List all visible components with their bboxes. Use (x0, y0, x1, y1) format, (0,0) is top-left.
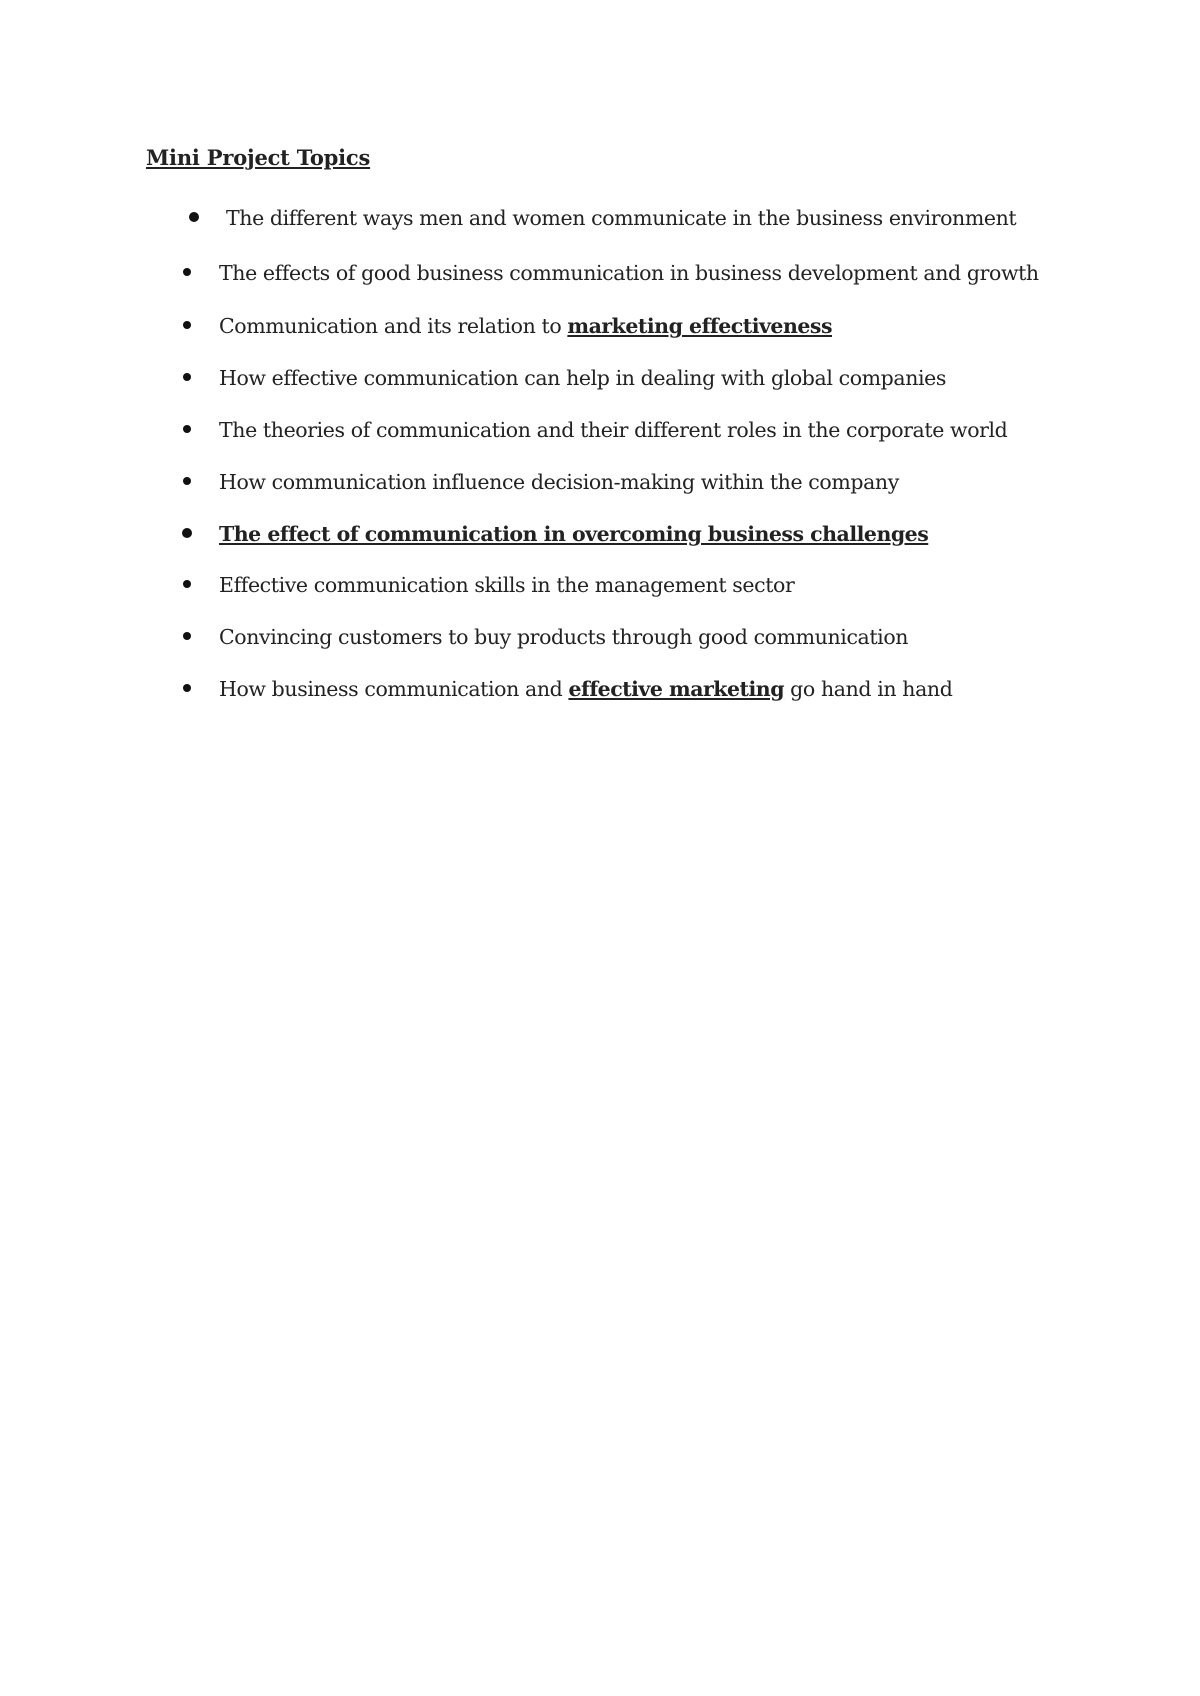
bullet-icon (182, 528, 192, 538)
topic-text-trailing: go hand in hand (784, 677, 953, 701)
topic-text-plain: How effective communication can help in dealing with global companies (219, 366, 947, 390)
topic-text (219, 415, 1007, 445)
topic-text-plain: Convincing customers to buy products through good communication (219, 625, 909, 649)
topic-text (219, 258, 1039, 288)
topic-text-plain: The different ways men and women communicate in the business environment (226, 206, 1017, 230)
topic-item (0, 622, 1100, 652)
topic-text (226, 203, 1016, 233)
topic-text (219, 622, 908, 652)
topic-text-emphasis: The effect of communication in overcoming business challenges (219, 522, 929, 546)
bullet-icon (183, 632, 191, 640)
topic-text (219, 363, 946, 393)
topic-text (219, 519, 928, 549)
topic-text-plain: How business communication and (219, 677, 569, 701)
topic-text (219, 674, 952, 704)
topic-text (219, 467, 899, 497)
topic-item (0, 258, 1100, 288)
topic-text-plain: Effective communication skills in the management sector (219, 573, 795, 597)
topic-text-emphasis: effective marketing (568, 677, 785, 701)
topic-item (0, 467, 1100, 497)
topic-item (0, 674, 1100, 704)
topic-text (219, 311, 832, 341)
topic-text-plain: The theories of communication and their different roles in the corporate world (219, 418, 1008, 442)
bullet-icon (183, 373, 191, 381)
bullet-icon (189, 212, 199, 222)
topic-text-emphasis: marketing effectiveness (567, 314, 832, 338)
bullet-icon (183, 321, 191, 329)
bullet-icon (183, 268, 191, 276)
topic-text-plain: Communication and its relation to (219, 314, 568, 338)
bullet-icon (183, 425, 191, 433)
topic-item (0, 519, 1100, 549)
topic-item (0, 203, 1100, 233)
topic-item (0, 415, 1100, 445)
topic-item (0, 570, 1100, 600)
bullet-icon (183, 684, 191, 692)
topic-text-plain: How communication influence decision-making within the company (219, 470, 899, 494)
topic-text (219, 570, 794, 600)
bullet-icon (183, 580, 191, 588)
topic-text-plain: The effects of good business communication in business development and growth (219, 261, 1039, 285)
bullet-icon (183, 477, 191, 485)
document-title: Mini Project Topics (146, 145, 371, 170)
topic-item (0, 311, 1100, 341)
topic-item (0, 363, 1100, 393)
